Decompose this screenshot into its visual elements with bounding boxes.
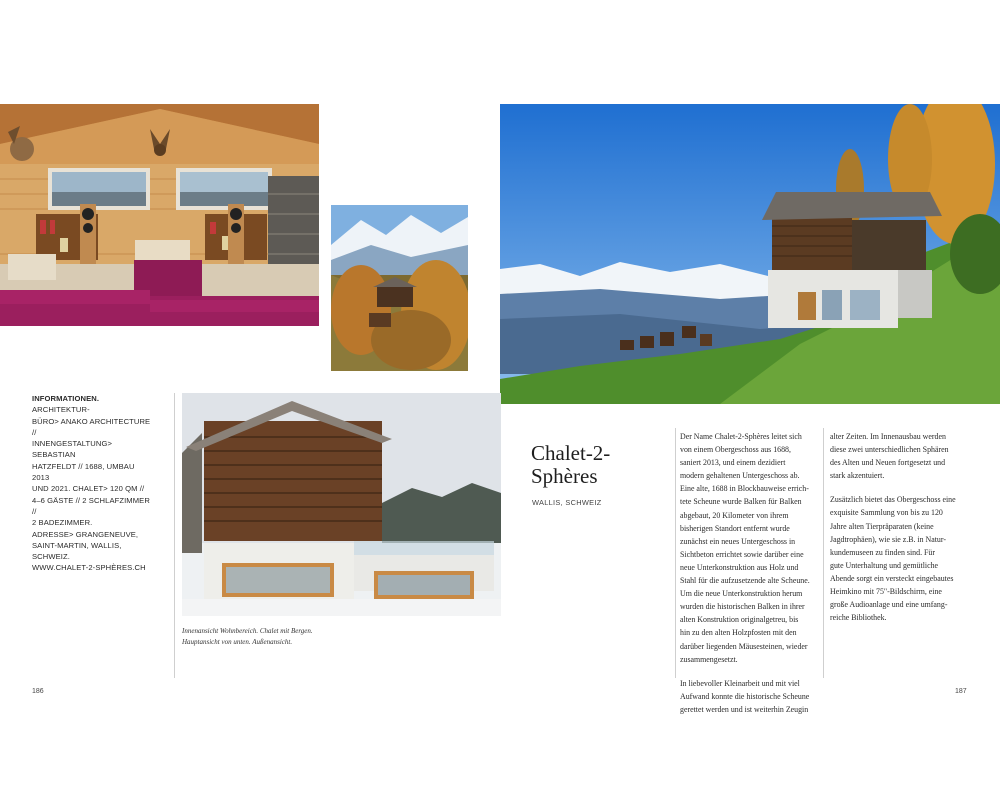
info-lead: INFORMATIONEN.	[32, 394, 100, 403]
text-line: Jahre alten Tierpräparaten (keine	[830, 521, 934, 531]
text-line: alter Zeiten. Im Innenausbau werden	[830, 432, 946, 441]
text-line: Stahl für die aufzusetzende alte Scheune.	[680, 576, 810, 586]
text-line: von einem Obergeschoss aus 1688,	[680, 445, 791, 455]
text-line: darüber liegenden Mäusesteinen, wieder	[680, 641, 808, 651]
text-line: stark akzentuiert.	[830, 471, 885, 481]
text-line: zusammengesetzt.	[680, 654, 738, 664]
caption-line: Innenansicht Wohnbereich. Chalet mit Bergen.	[182, 627, 313, 635]
text-line: kundemuseen zu finden sind. Für	[830, 547, 935, 557]
location-subtitle: WALLIS, SCHWEIZ	[532, 498, 602, 507]
text-line: exquisite Sammlung von bis zu 120	[830, 508, 943, 518]
photo-chalet-with-mountains	[331, 205, 468, 371]
text-line: modern gehaltenen Untergeschoss ab.	[680, 471, 800, 481]
body-column-1	[680, 430, 820, 727]
caption-line: Hauptansicht von unten. Außenansicht.	[182, 638, 293, 646]
page-number-left: 186	[32, 688, 44, 695]
column-divider	[823, 428, 824, 678]
text-line: Heimkino mit 75"-Bildschirm, eine	[830, 587, 942, 597]
text-line: Der Name Chalet-2-Sphères leitet sich	[680, 432, 802, 441]
text-line: Sichtbeton errichtet sowie darüber eine	[680, 549, 804, 559]
text-line: des Alten und Neuen fortgesetzt und	[830, 458, 946, 468]
info-line: ADRESSE> GRANGENEUVE,	[32, 529, 139, 539]
photo-interior-living-room	[0, 104, 319, 326]
info-divider	[174, 393, 175, 678]
info-line: 4–6 GÄSTE // 2 SCHLAFZIMMER //	[32, 495, 150, 516]
text-line: wurden die historischen Balken in ihrer	[680, 602, 805, 612]
info-line: HATZFELDT // 1688, UMBAU 2013	[32, 461, 135, 483]
body-column-2	[830, 430, 970, 635]
text-line: diese zwei unterschiedlichen Sphären	[830, 445, 949, 455]
text-line: abgebaut, 20 Kilometer von ihrem	[680, 510, 789, 520]
info-line: SAINT-MARTIN, WALLIS, SCHWEIZ.	[32, 540, 122, 562]
text-line: alten Konstruktion originalgetreu, bis	[680, 615, 799, 625]
text-line: tete Scheune wurde Balken für Balken	[680, 497, 802, 507]
information-block	[32, 393, 154, 574]
text-line: große Audioanlage und eine umfang-	[830, 600, 948, 610]
photo-caption	[182, 626, 342, 648]
body-paragraph	[680, 430, 820, 666]
text-line: Zusätzlich bietet das Obergeschoss eine	[830, 495, 956, 505]
title-line: Sphères	[531, 464, 598, 488]
info-line: 2 BADEZIMMER.	[32, 518, 93, 528]
text-line: zunächst ein neues Untergeschoss in	[680, 536, 796, 546]
text-line: Eine alte, 1688 in Blockbauweise errich-	[680, 484, 809, 494]
info-line: UND 2021. CHALET> 120 QM //	[32, 484, 145, 494]
page-number-right: 187	[955, 688, 967, 695]
website-link[interactable]: WWW.CHALET-2-SPHÈRES.CH	[32, 563, 146, 573]
text-line: Um die neue Unterkonstruktion herum	[680, 589, 803, 599]
text-line: saniert 2013, und einem dezidiert	[680, 458, 786, 468]
text-line: gerettet werden und ist weiterhin Zeugin	[680, 704, 809, 714]
page-title	[531, 442, 671, 488]
text-line: neue Unterkonstruktion aus Holz und	[680, 562, 799, 572]
text-line: Aufwand konnte die historische Scheune	[680, 691, 810, 701]
info-line: ARCHITEKTUR-	[32, 405, 90, 415]
photo-main-exterior	[500, 104, 1000, 404]
info-line: BÜRO> ANAKO ARCHITECTURE //	[32, 416, 151, 437]
text-line: hin zu den alten Holzpfosten mit den	[680, 628, 797, 638]
title-line: Chalet-2-	[531, 441, 611, 465]
body-paragraph	[680, 677, 820, 716]
body-paragraph	[830, 493, 970, 624]
info-line: INNENGESTALTUNG> SEBASTIAN	[32, 439, 113, 460]
text-line: Jagdtrophäen), wie sie z.B. in Natur-	[830, 534, 946, 544]
photo-chalet-in-snow	[182, 393, 501, 616]
column-divider	[675, 428, 676, 678]
text-line: bisherigen Standort entfernt wurde	[680, 523, 790, 533]
text-line: Abende sorgt ein versteckt eingebautes	[830, 573, 954, 583]
text-line: In liebevoller Kleinarbeit und mit viel	[680, 678, 800, 688]
body-paragraph	[830, 430, 970, 482]
text-line: gute Unterhaltung und gemütliche	[830, 560, 939, 570]
text-line: reiche Bibliothek.	[830, 613, 887, 623]
